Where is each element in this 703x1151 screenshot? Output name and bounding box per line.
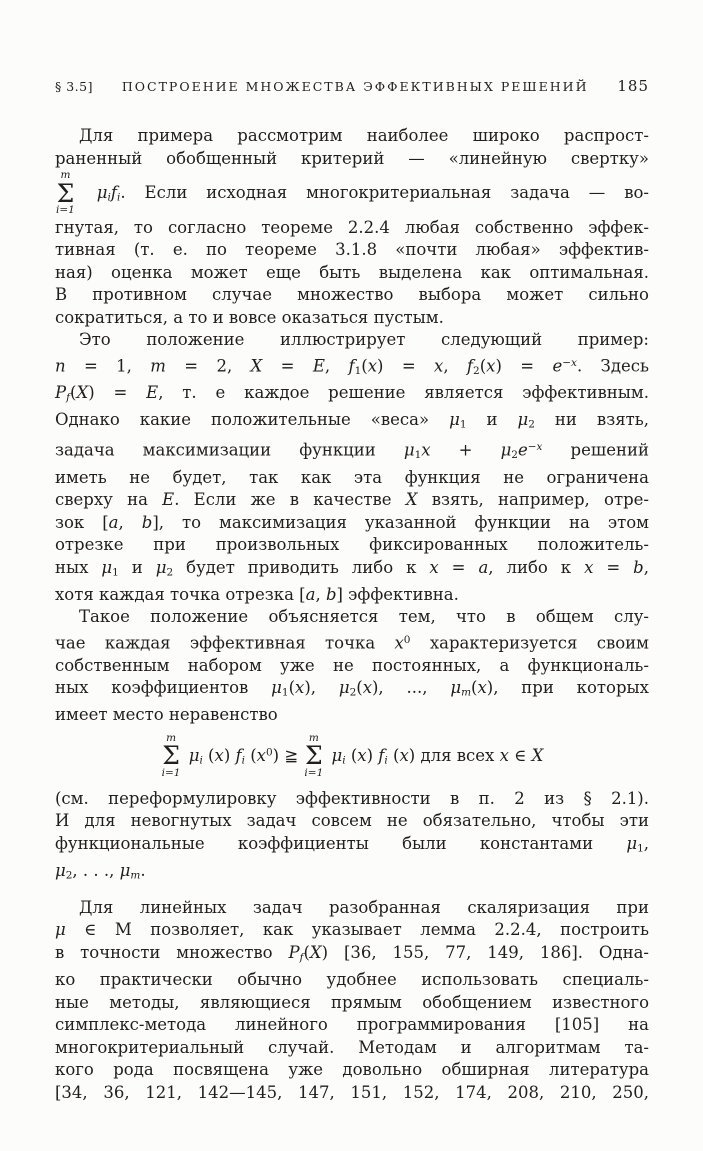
text-line: отрезке при произвольных фиксированных положитель- bbox=[55, 535, 649, 555]
summation-symbol: m Σ i=1 bbox=[304, 731, 324, 780]
text-line: И для невогнутых задач совсем не обязательно, чтобы эти bbox=[55, 811, 649, 831]
text-line: Однако какие положительные «веса» μ1 и μ2 ни взять, bbox=[55, 410, 649, 431]
text-line: Это положение иллюстрирует следующий пример: bbox=[79, 330, 649, 350]
text-line: хотя каждая точка отрезка [a, b] эффективна. bbox=[55, 584, 459, 604]
text-line: сократиться, а то и вовсе оказаться пустым. bbox=[55, 307, 444, 327]
text-line: μ ∈ M позволяет, как указывает лемма 2.2.4, построить bbox=[55, 920, 649, 940]
text-line: гнутая, то согласно теореме 2.2.4 любая собственно эффек- bbox=[55, 217, 649, 237]
text-line: Для линейных задач разобранная скаляризация при bbox=[79, 897, 649, 917]
summation-symbol: m Σ i=1 bbox=[56, 169, 75, 217]
text-line: в точности множество Pf(X) [36, 155, 77, 149, 186]. Одна- bbox=[55, 942, 650, 964]
text-line: μ2, . . ., μm. bbox=[55, 860, 146, 882]
paragraph bbox=[55, 329, 649, 606]
text-line: кого рода посвящена уже довольно обширная литература bbox=[55, 1060, 649, 1080]
paragraph bbox=[55, 125, 649, 329]
text-line: раненный обобщенный критерий — «линейную свертку» bbox=[55, 148, 649, 168]
text-line: функциональные коэффициенты были константами μ1, bbox=[55, 833, 649, 855]
text-line: n = 1, m = 2, X = E, f1(x) = x, $f2(x) = e^{-x}$. Здесь bbox=[55, 356, 649, 377]
text-line: [34, 36, 121, 142—145, 147, 151, 152, 174, 208, 210, 250, bbox=[55, 1082, 649, 1102]
paragraph bbox=[55, 897, 649, 1104]
running-head bbox=[55, 78, 649, 95]
text-line: ных μ1 и μ2 будет приводить либо к x = a, либо к x = b, bbox=[55, 557, 649, 579]
text-line: собственным набором уже не постоянных, а функциональ- bbox=[55, 655, 649, 675]
text-line: ная) оценка может еще быть выделена как оптимальная. bbox=[55, 262, 649, 282]
text-line: (см. переформулировку эффективности в п. 2 из § 2.1). bbox=[55, 788, 649, 808]
text-line: Для примера рассмотрим наиболее широко распрост- bbox=[79, 126, 649, 145]
text-line: иметь не будет, так как эта функция не ограничена bbox=[55, 467, 649, 487]
text-line: Такое положение объясняется тем, что в общем слу- bbox=[79, 607, 649, 627]
paragraph bbox=[55, 788, 649, 887]
summation-symbol: m Σ i=1 bbox=[161, 731, 181, 780]
text-line: чае каждая эффективная точка $x^0$ характеризуется своим bbox=[55, 633, 649, 653]
text-line: тивная (т. е. по теореме 3.1.8 «почти любая» эффектив- bbox=[55, 240, 649, 260]
text-line: В противном случае множество выбора может сильно bbox=[55, 285, 649, 305]
text-line: имеет место неравенство bbox=[55, 705, 278, 725]
text-line: m Σ i=1 μifi. Если исходная многокритериальная задача — во- bbox=[56, 169, 650, 217]
text-line: зок [a, b], то максимизация указанной функции на этом bbox=[55, 512, 649, 532]
text-line: многокритериальный случай. Методам и алгоритмам та- bbox=[55, 1037, 649, 1057]
running-title: ПОСТРОЕНИЕ МНОЖЕСТВА ЭФФЕКТИВНЫХ РЕШЕНИЙ bbox=[121, 79, 589, 94]
display-equation: m Σ i=1 μi (x) fi $(x^0)$ ≧ m Σ i=1 μi (x) fi (x) для всех x ∈ X bbox=[161, 731, 544, 780]
text-line: Pf(X) = E, т. е каждое решение является эффективным. bbox=[55, 383, 649, 404]
paragraph bbox=[55, 606, 649, 726]
text-line: ко практически обычно удобнее использовать специаль- bbox=[55, 970, 649, 990]
section-marker: § 3.5] bbox=[55, 79, 93, 94]
page-number: 185 bbox=[617, 77, 649, 95]
text-line: ные методы, являющиеся прямым обобщением известного bbox=[55, 992, 649, 1012]
text-line: ных коэффициентов μ1(x), μ2(x), ..., μm(x), при которых bbox=[55, 678, 649, 699]
text-line: симплекс-метода линейного программирования [105] на bbox=[55, 1015, 649, 1035]
text-line: сверху на E. Если же в качестве X взять, например, отре- bbox=[55, 490, 649, 510]
text-line: задача максимизации функции $\mu 1x + \mu 2e^{-x}$ решений bbox=[55, 440, 649, 462]
page-body bbox=[55, 125, 649, 1104]
